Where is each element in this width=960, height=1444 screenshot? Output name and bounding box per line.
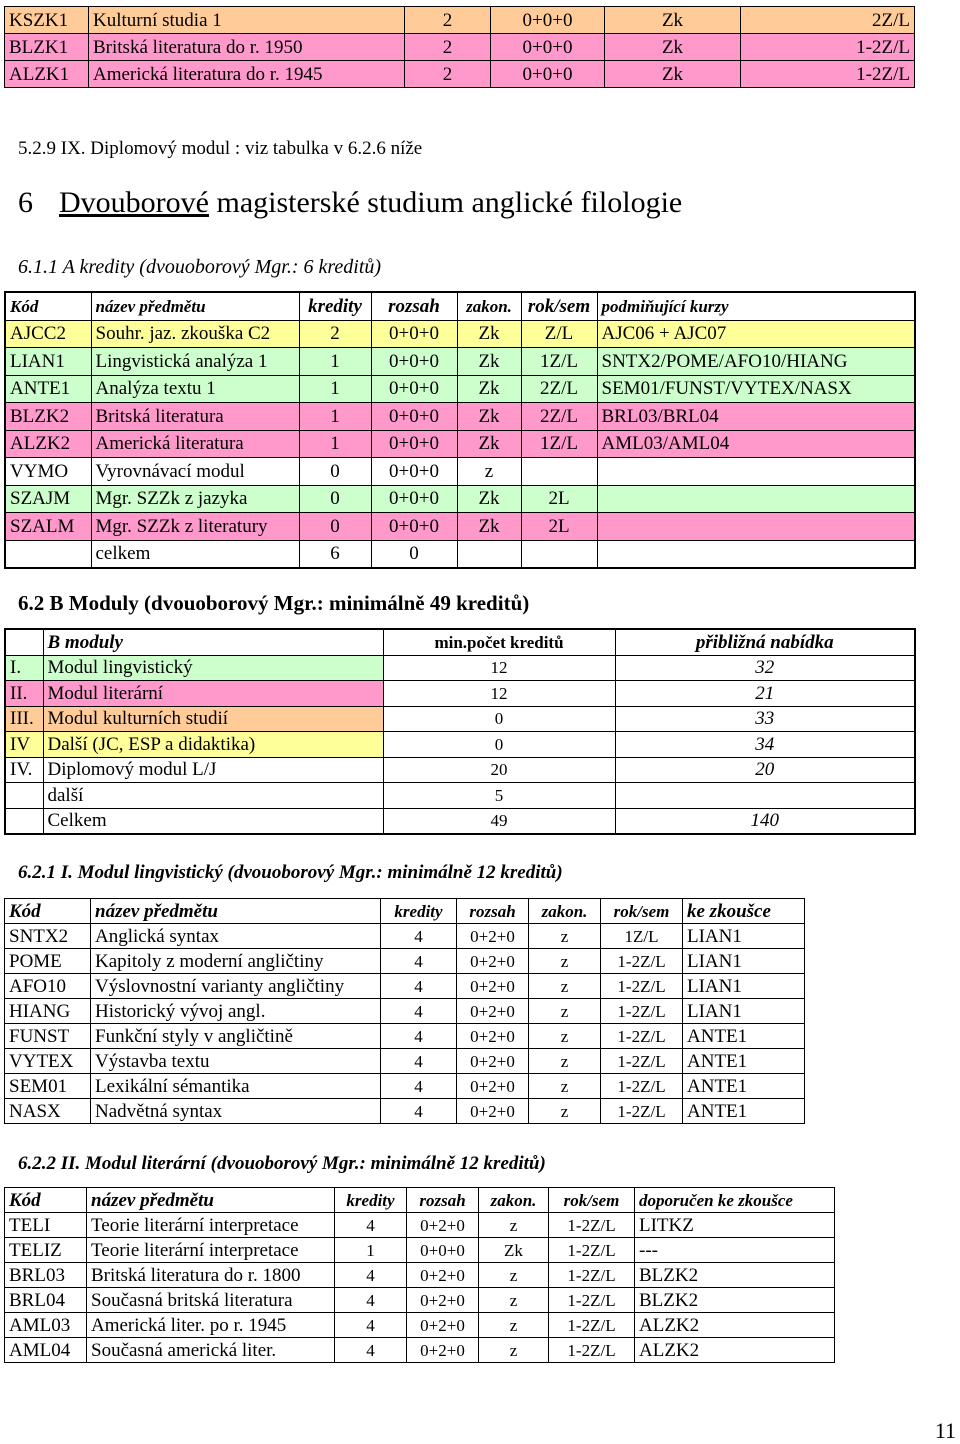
b-modules-table	[4, 628, 916, 835]
module-name: Modul lingvistický	[43, 655, 383, 681]
table-cell: 1-2Z/L	[549, 1288, 635, 1313]
exam-type: Zk	[457, 320, 521, 348]
column-header: rozsah	[371, 292, 457, 320]
course-code: KSZK1	[5, 7, 89, 34]
table-cell: 0+2+0	[457, 1074, 529, 1099]
prerequisite-courses	[597, 458, 915, 486]
exam-type: Zk	[457, 430, 521, 458]
section-6-2-1: 6.2.1 I. Modul lingvistický (dvouoborový Mgr.: minimálně 12 kreditů)	[18, 862, 563, 883]
course-code: LIAN1	[5, 348, 91, 376]
table-cell: 1-2Z/L	[549, 1213, 635, 1238]
table-cell: z	[529, 1024, 601, 1049]
range: 0+0+0	[371, 430, 457, 458]
course-name: Lingvistická analýza 1	[91, 348, 299, 376]
table-cell: 0+2+0	[457, 1024, 529, 1049]
table-cell: Současná britská literatura	[87, 1288, 335, 1313]
table-cell: 1-2Z/L	[549, 1263, 635, 1288]
column-header: zakon.	[457, 292, 521, 320]
min-credits: 49	[383, 808, 615, 834]
exam-type: Zk	[457, 513, 521, 541]
column-header: zakon.	[529, 899, 601, 924]
table-cell: z	[479, 1288, 549, 1313]
range: 0+0+0	[371, 348, 457, 376]
column-header: podmiňující kurzy	[597, 292, 915, 320]
table-cell: 0+2+0	[457, 924, 529, 949]
column-header: kredity	[381, 899, 457, 924]
table-row	[5, 1074, 805, 1099]
column-header: rok/sem	[549, 1188, 635, 1213]
module-number: IV	[5, 732, 43, 758]
column-header: min.počet kreditů	[383, 629, 615, 655]
table-cell: Kapitoly z moderní angličtiny	[91, 949, 381, 974]
table-cell: SNTX2	[5, 924, 91, 949]
table-cell: AFO10	[5, 974, 91, 999]
table-row	[5, 1099, 805, 1124]
prerequisite-courses: SNTX2/POME/AFO10/HIANG	[597, 348, 915, 376]
table-row	[5, 1238, 835, 1263]
table-row	[5, 375, 915, 403]
exam-type: Zk	[605, 7, 741, 34]
section-6-number: 6	[18, 186, 33, 219]
table-row	[5, 1024, 805, 1049]
prerequisite-courses: AML03/AML04	[597, 430, 915, 458]
table-cell: Funkční styly v angličtině	[91, 1024, 381, 1049]
table-cell: 4	[335, 1313, 407, 1338]
course-code: AJCC2	[5, 320, 91, 348]
column-header: rok/sem	[601, 899, 683, 924]
credits: 2	[405, 61, 491, 88]
module-number: II.	[5, 681, 43, 707]
table-cell: 1-2Z/L	[601, 999, 683, 1024]
column-header: Kód	[5, 899, 91, 924]
table-cell: 1-2Z/L	[549, 1313, 635, 1338]
header-row	[5, 292, 915, 320]
table-cell: SEM01	[5, 1074, 91, 1099]
table-cell: z	[529, 1049, 601, 1074]
table-cell: 1-2Z/L	[601, 1074, 683, 1099]
table-cell: TELI	[5, 1213, 87, 1238]
table-cell: z	[479, 1338, 549, 1363]
table-cell: 0+2+0	[407, 1313, 479, 1338]
course-name: Mgr. SZZk z literatury	[91, 513, 299, 541]
table-cell: z	[529, 949, 601, 974]
module-name: Celkem	[43, 808, 383, 834]
table-cell: Lexikální sémantika	[91, 1074, 381, 1099]
exam-type: Zk	[457, 485, 521, 513]
table-row	[5, 655, 915, 681]
column-header: kredity	[299, 292, 371, 320]
approx-offer: 32	[615, 655, 915, 681]
range: 0+0+0	[371, 403, 457, 431]
table-cell: 1-2Z/L	[601, 1099, 683, 1124]
section-6-1-1: 6.1.1 A kredity (dvouoborový Mgr.: 6 kreditů)	[18, 256, 382, 278]
approx-offer: 140	[615, 808, 915, 834]
table-row	[5, 403, 915, 431]
table-row	[5, 1288, 835, 1313]
table-cell: TELIZ	[5, 1238, 87, 1263]
course-name: celkem	[91, 540, 299, 568]
header-row	[5, 899, 805, 924]
semester: 1-2Z/L	[741, 61, 915, 88]
credits: 1	[299, 430, 371, 458]
semester: 2Z/L	[521, 403, 597, 431]
semester: 2L	[521, 513, 597, 541]
table-cell: ALZK2	[635, 1338, 835, 1363]
approx-offer: 33	[615, 706, 915, 732]
table-cell: 0+0+0	[407, 1238, 479, 1263]
table-row	[5, 458, 915, 486]
table-cell: 4	[381, 1074, 457, 1099]
min-credits: 20	[383, 757, 615, 783]
table-cell: Anglická syntax	[91, 924, 381, 949]
table-cell: 1-2Z/L	[601, 949, 683, 974]
section-6-title-underlined: Dvouborové	[59, 186, 209, 219]
column-header: název předmětu	[91, 899, 381, 924]
course-name: Britská literatura do r. 1950	[89, 34, 405, 61]
exam-type: Zk	[605, 34, 741, 61]
exam-type: Zk	[457, 403, 521, 431]
range: 0+0+0	[491, 7, 605, 34]
literary-module-table	[4, 1187, 835, 1363]
approx-offer: 21	[615, 681, 915, 707]
column-header: Kód	[5, 1188, 87, 1213]
table-cell: FUNST	[5, 1024, 91, 1049]
table-row	[5, 485, 915, 513]
table-cell: 0+2+0	[457, 1049, 529, 1074]
table-cell: Současná americká liter.	[87, 1338, 335, 1363]
range: 0	[371, 540, 457, 568]
table-cell: 0+2+0	[407, 1338, 479, 1363]
table-row	[5, 320, 915, 348]
table-cell: 0+2+0	[407, 1288, 479, 1313]
table-cell: z	[529, 1074, 601, 1099]
table-row	[5, 348, 915, 376]
table-cell: AML03	[5, 1313, 87, 1338]
table-cell: 1Z/L	[601, 924, 683, 949]
module-number	[5, 783, 43, 809]
table-cell: ANTE1	[683, 1024, 805, 1049]
table-cell: Historický vývoj angl.	[91, 999, 381, 1024]
course-name: Vyrovnávací modul	[91, 458, 299, 486]
credits: 1	[299, 348, 371, 376]
semester	[521, 458, 597, 486]
min-credits: 12	[383, 655, 615, 681]
prerequisite-courses: AJC06 + AJC07	[597, 320, 915, 348]
table-row	[5, 999, 805, 1024]
range: 0+0+0	[371, 485, 457, 513]
table-cell: Zk	[479, 1238, 549, 1263]
semester: Z/L	[521, 320, 597, 348]
table-cell: LIAN1	[683, 974, 805, 999]
table-cell: Teorie literární interpretace	[87, 1213, 335, 1238]
section-5-2-9: 5.2.9 IX. Diplomový modul : viz tabulka v 6.2.6 níže	[18, 138, 423, 159]
table-cell: Britská literatura do r. 1800	[87, 1263, 335, 1288]
course-code	[5, 540, 91, 568]
table-cell: HIANG	[5, 999, 91, 1024]
table-cell: 0+2+0	[407, 1213, 479, 1238]
linguistic-module-table	[4, 898, 805, 1124]
column-header: ke zkoušce	[683, 899, 805, 924]
column-header: název předmětu	[87, 1188, 335, 1213]
module-number: I.	[5, 655, 43, 681]
header-row	[5, 629, 915, 655]
table-cell: AML04	[5, 1338, 87, 1363]
range: 0+0+0	[491, 61, 605, 88]
exam-type: Zk	[605, 61, 741, 88]
range: 0+0+0	[491, 34, 605, 61]
section-6-2: 6.2 B Moduly (dvouoborový Mgr.: minimálně 49 kreditů)	[18, 591, 530, 615]
section-6-title-rest: magisterské studium anglické filologie	[208, 186, 683, 219]
table-cell: 1-2Z/L	[601, 1049, 683, 1074]
table-row	[5, 783, 915, 809]
module-number: IV.	[5, 757, 43, 783]
module-name: další	[43, 783, 383, 809]
credits: 6	[299, 540, 371, 568]
column-header: rozsah	[407, 1188, 479, 1213]
table-row	[5, 1313, 835, 1338]
table-cell: 0+2+0	[457, 949, 529, 974]
table-row	[5, 757, 915, 783]
credits: 0	[299, 513, 371, 541]
course-name: Analýza textu 1	[91, 375, 299, 403]
table-cell: NASX	[5, 1099, 91, 1124]
table-row	[5, 681, 915, 707]
course-name: Britská literatura	[91, 403, 299, 431]
course-name: Souhr. jaz. zkouška C2	[91, 320, 299, 348]
table-row	[5, 34, 915, 61]
module-name: Diplomový modul L/J	[43, 757, 383, 783]
table-cell: BRL04	[5, 1288, 87, 1313]
course-name: Kulturní studia 1	[89, 7, 405, 34]
table-cell: 0+2+0	[457, 1099, 529, 1124]
a-credits-table	[4, 291, 916, 569]
table-row	[5, 1049, 805, 1074]
table-row	[5, 949, 805, 974]
prerequisite-courses: BRL03/BRL04	[597, 403, 915, 431]
table-cell: LIAN1	[683, 999, 805, 1024]
table-cell: Americká liter. po r. 1945	[87, 1313, 335, 1338]
course-code: ALZK1	[5, 61, 89, 88]
table-row	[5, 1213, 835, 1238]
course-code: BLZK2	[5, 403, 91, 431]
table-row	[5, 732, 915, 758]
table-cell: Výstavba textu	[91, 1049, 381, 1074]
table-cell: 1	[335, 1238, 407, 1263]
table-cell: 1-2Z/L	[549, 1338, 635, 1363]
semester: 2L	[521, 485, 597, 513]
course-code: VYMO	[5, 458, 91, 486]
credits: 2	[405, 34, 491, 61]
table-cell: LIAN1	[683, 924, 805, 949]
min-credits: 5	[383, 783, 615, 809]
table-cell: ANTE1	[683, 1049, 805, 1074]
table-cell: 1-2Z/L	[549, 1238, 635, 1263]
credits: 2	[405, 7, 491, 34]
table-cell: 0+2+0	[457, 999, 529, 1024]
range: 0+0+0	[371, 375, 457, 403]
table-cell: 4	[335, 1288, 407, 1313]
column-header: rozsah	[457, 899, 529, 924]
table-cell: 4	[381, 1024, 457, 1049]
table-cell: z	[479, 1263, 549, 1288]
table-row	[5, 540, 915, 568]
module-number	[5, 808, 43, 834]
table-cell: 4	[381, 974, 457, 999]
table-cell: 0+2+0	[407, 1263, 479, 1288]
section-6-2-2: 6.2.2 II. Modul literární (dvouoborový Mgr.: minimálně 12 kreditů)	[18, 1153, 546, 1174]
table-cell: z	[529, 999, 601, 1024]
table-cell: BRL03	[5, 1263, 87, 1288]
table-cell: 1-2Z/L	[601, 974, 683, 999]
credits: 1	[299, 375, 371, 403]
table-cell: 4	[335, 1213, 407, 1238]
prerequisite-courses	[597, 485, 915, 513]
table-cell: z	[529, 1099, 601, 1124]
min-credits: 0	[383, 706, 615, 732]
table-cell: BLZK2	[635, 1288, 835, 1313]
module-name: Modul literární	[43, 681, 383, 707]
column-header: rok/sem	[521, 292, 597, 320]
table-cell: 4	[335, 1338, 407, 1363]
table-row	[5, 430, 915, 458]
table-row	[5, 924, 805, 949]
table-cell: ANTE1	[683, 1074, 805, 1099]
table-row	[5, 1338, 835, 1363]
approx-offer: 20	[615, 757, 915, 783]
course-name: Americká literatura do r. 1945	[89, 61, 405, 88]
semester: 1-2Z/L	[741, 34, 915, 61]
column-header: zakon.	[479, 1188, 549, 1213]
range: 0+0+0	[371, 458, 457, 486]
min-credits: 0	[383, 732, 615, 758]
course-code: SZALM	[5, 513, 91, 541]
table-cell: z	[529, 924, 601, 949]
column-header: kredity	[335, 1188, 407, 1213]
table-cell: z	[479, 1313, 549, 1338]
table-cell: Výslovnostní varianty angličtiny	[91, 974, 381, 999]
module-name: Modul kulturních studií	[43, 706, 383, 732]
range: 0+0+0	[371, 320, 457, 348]
table-cell: Nadvětná syntax	[91, 1099, 381, 1124]
table-cell: LITKZ	[635, 1213, 835, 1238]
table-cell: Teorie literární interpretace	[87, 1238, 335, 1263]
table-cell: 4	[381, 999, 457, 1024]
table-cell: 4	[381, 949, 457, 974]
min-credits: 12	[383, 681, 615, 707]
table-cell: BLZK2	[635, 1263, 835, 1288]
module-number: III.	[5, 706, 43, 732]
prerequisite-courses: SEM01/FUNST/VYTEX/NASX	[597, 375, 915, 403]
table-row	[5, 1263, 835, 1288]
range: 0+0+0	[371, 513, 457, 541]
semester: 1Z/L	[521, 348, 597, 376]
table-row	[5, 974, 805, 999]
table-cell: VYTEX	[5, 1049, 91, 1074]
credits: 0	[299, 458, 371, 486]
page-number: 11	[934, 1418, 956, 1443]
credits: 2	[299, 320, 371, 348]
table-row	[5, 7, 915, 34]
credits: 0	[299, 485, 371, 513]
continued-course-table	[4, 6, 915, 88]
course-name: Mgr. SZZk z jazyka	[91, 485, 299, 513]
column-header: přibližná nabídka	[615, 629, 915, 655]
table-cell: z	[529, 974, 601, 999]
table-cell: z	[479, 1213, 549, 1238]
module-name: Další (JC, ESP a didaktika)	[43, 732, 383, 758]
semester: 1Z/L	[521, 430, 597, 458]
column-header: Kód	[5, 292, 91, 320]
course-name: Americká literatura	[91, 430, 299, 458]
credits: 1	[299, 403, 371, 431]
exam-type: Zk	[457, 375, 521, 403]
semester	[521, 540, 597, 568]
header-row	[5, 1188, 835, 1213]
table-cell: 0+2+0	[457, 974, 529, 999]
table-cell: ALZK2	[635, 1313, 835, 1338]
table-cell: 1-2Z/L	[601, 1024, 683, 1049]
table-row	[5, 706, 915, 732]
empty-header	[5, 629, 43, 655]
table-cell: 4	[381, 924, 457, 949]
table-cell: POME	[5, 949, 91, 974]
exam-type: z	[457, 458, 521, 486]
course-code: ALZK2	[5, 430, 91, 458]
semester: 2Z/L	[741, 7, 915, 34]
table-cell: LIAN1	[683, 949, 805, 974]
prerequisite-courses	[597, 540, 915, 568]
column-header: B moduly	[43, 629, 383, 655]
table-row	[5, 513, 915, 541]
exam-type: Zk	[457, 348, 521, 376]
table-cell: ANTE1	[683, 1099, 805, 1124]
exam-type	[457, 540, 521, 568]
course-code: SZAJM	[5, 485, 91, 513]
table-cell: 4	[381, 1099, 457, 1124]
semester: 2Z/L	[521, 375, 597, 403]
column-header: název předmětu	[91, 292, 299, 320]
approx-offer	[615, 783, 915, 809]
course-code: BLZK1	[5, 34, 89, 61]
table-cell: ---	[635, 1238, 835, 1263]
column-header: doporučen ke zkoušce	[635, 1188, 835, 1213]
table-cell: 4	[335, 1263, 407, 1288]
prerequisite-courses	[597, 513, 915, 541]
section-6-title	[18, 186, 682, 220]
approx-offer: 34	[615, 732, 915, 758]
table-row	[5, 808, 915, 834]
table-row	[5, 61, 915, 88]
course-code: ANTE1	[5, 375, 91, 403]
table-cell: 4	[381, 1049, 457, 1074]
